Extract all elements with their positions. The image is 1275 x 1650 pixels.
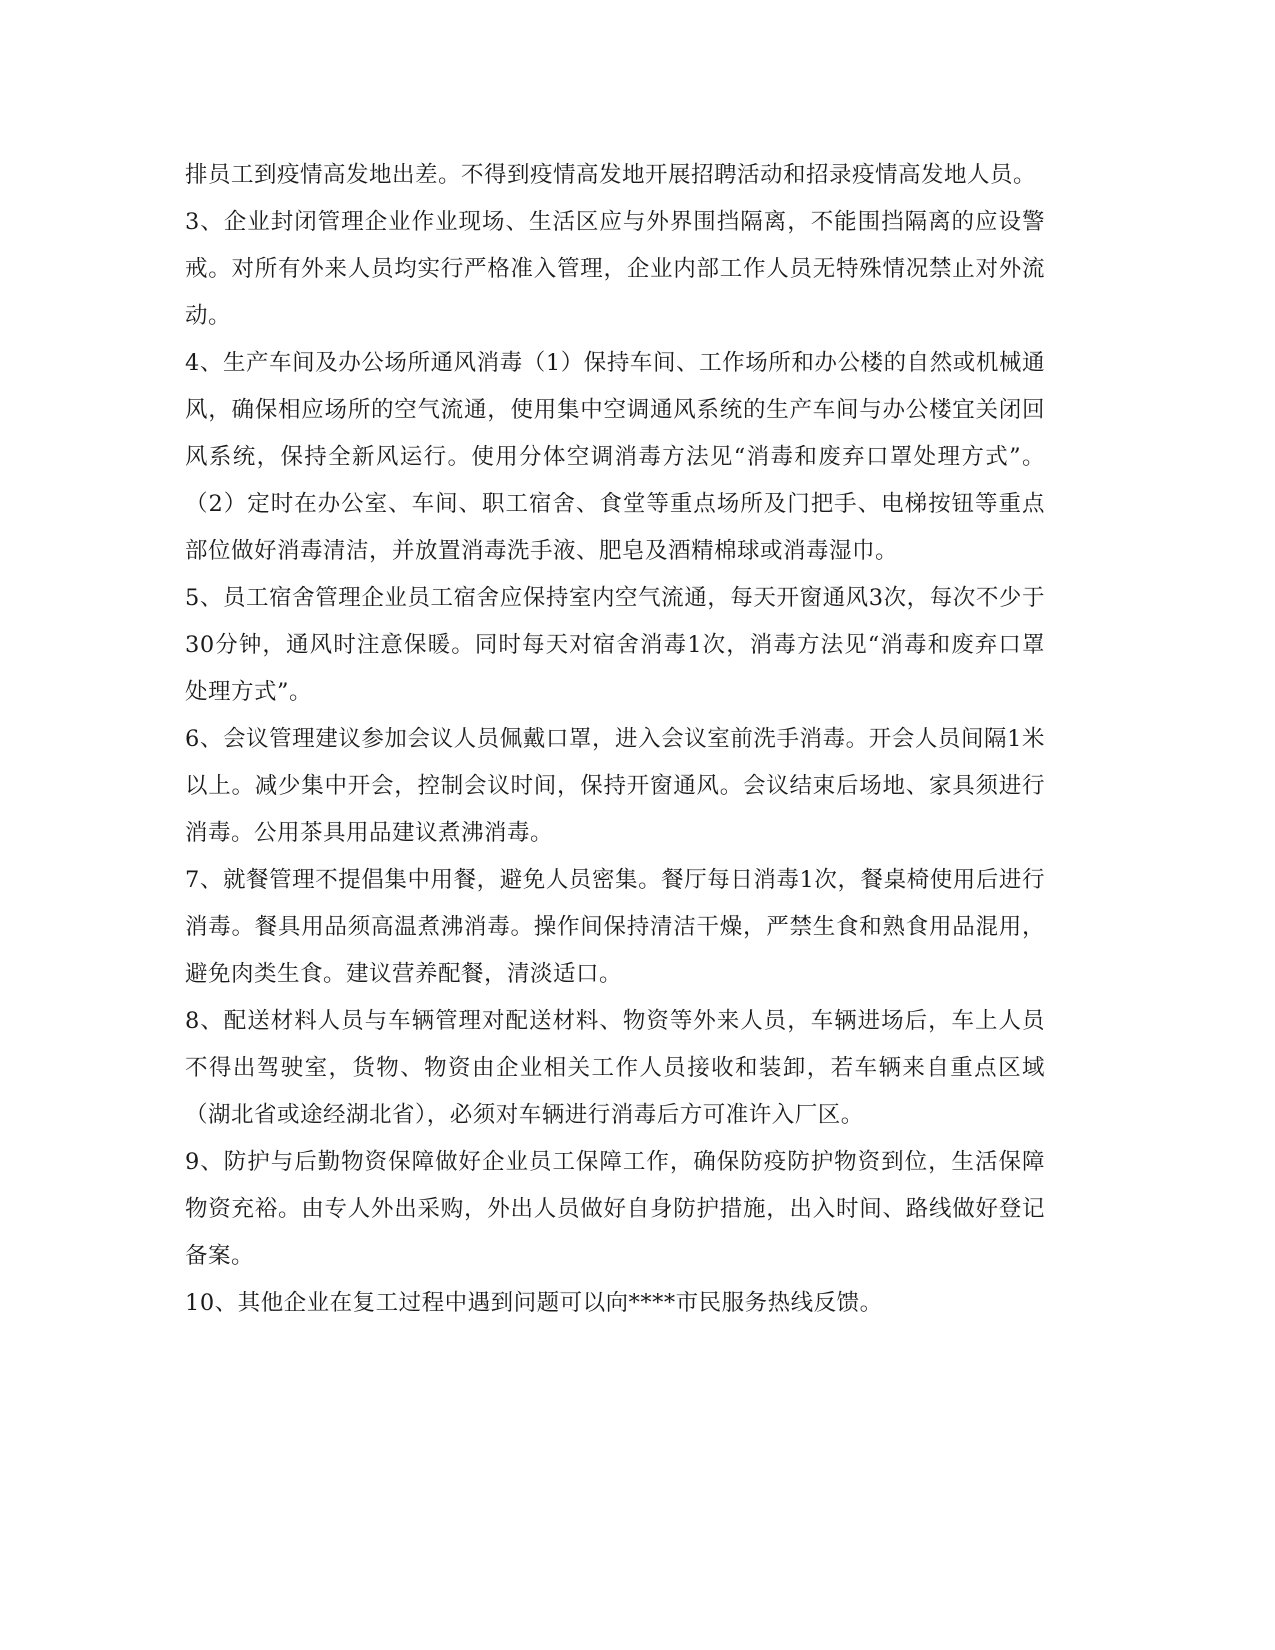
paragraph-item-8: 8、配送材料人员与车辆管理对配送材料、物资等外来人员，车辆进场后，车上人员不得出驾驶室，货物、物资由企业相关工作人员接收和装卸，若车辆来自重点区域（湖北省或途经湖北省），必须对车辆进行消毒后方可准许入厂区。 bbox=[185, 1008, 1045, 1128]
paragraph-continuation: 排员工到疫情高发地出差。不得到疫情高发地开展招聘活动和招录疫情高发地人员。 bbox=[185, 162, 1037, 188]
document-body bbox=[185, 152, 1045, 1327]
paragraph-item-10: 10、其他企业在复工过程中遇到问题可以向****市民服务热线反馈。 bbox=[185, 1290, 883, 1316]
paragraph-item-9: 9、防护与后勤物资保障做好企业员工保障工作，确保防疫防护物资到位，生活保障物资充裕。由专人外出采购，外出人员做好自身防护措施，出入时间、路线做好登记备案。 bbox=[185, 1149, 1045, 1269]
paragraph-item-3: 3、企业封闭管理企业作业现场、生活区应与外界围挡隔离，不能围挡隔离的应设警戒。对所有外来人员均实行严格准入管理，企业内部工作人员无特殊情况禁止对外流动。 bbox=[185, 209, 1045, 329]
paragraph-item-5: 5、员工宿舍管理企业员工宿舍应保持室内空气流通，每天开窗通风3次，每次不少于30分钟，通风时注意保暖。同时每天对宿舍消毒1次，消毒方法见“消毒和废弃口罩处理方式”。 bbox=[185, 585, 1045, 705]
paragraph-item-7: 7、就餐管理不提倡集中用餐，避免人员密集。餐厅每日消毒1次，餐桌椅使用后进行消毒。餐具用品须高温煮沸消毒。操作间保持清洁干燥，严禁生食和熟食用品混用，避免肉类生食。建议营养配餐，清淡适口。 bbox=[185, 867, 1045, 987]
paragraph-item-4: 4、生产车间及办公场所通风消毒（1）保持车间、工作场所和办公楼的自然或机械通风，确保相应场所的空气流通，使用集中空调通风系统的生产车间与办公楼宜关闭回风系统，保持全新风运行。使用分体空调消毒方法见“消毒和废弃口罩处理方式”。（2）定时在办公室、车间、职工宿舍、食堂等重点场所及门把手、电梯按钮等重点部位做好消毒清洁，并放置消毒洗手液、肥皂及酒精棉球或消毒湿巾。 bbox=[185, 350, 1045, 564]
paragraph-item-6: 6、会议管理建议参加会议人员佩戴口罩，进入会议室前洗手消毒。开会人员间隔1米以上。减少集中开会，控制会议时间，保持开窗通风。会议结束后场地、家具须进行消毒。公用茶具用品建议煮沸消毒。 bbox=[185, 726, 1045, 846]
